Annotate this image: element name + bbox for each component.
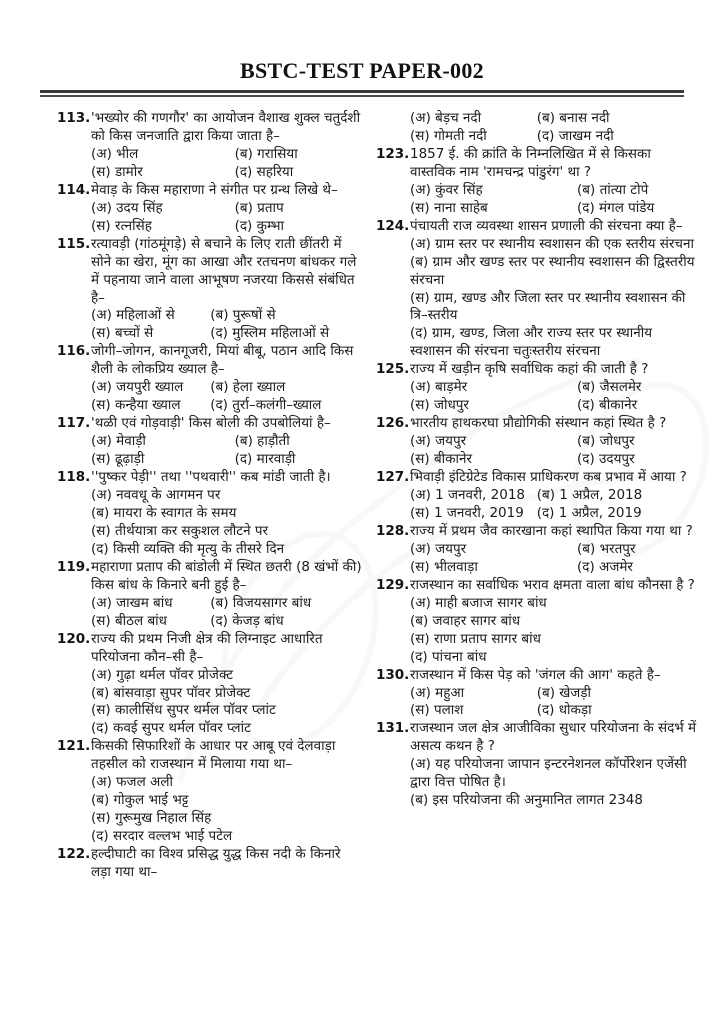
option: (स) 1 जनवरी, 2019 [410, 504, 524, 521]
option: (ब) खेजड़ी [536, 684, 592, 701]
option: (ब) इस परियोजना की अनुमानित लागत 2348 [410, 792, 643, 809]
option: (ब) तांत्या टोपे [577, 181, 649, 198]
question-number: 115. [57, 235, 91, 252]
option: (द) कवई सुपर थर्मल पॉवर प्लांट [91, 720, 251, 737]
options [410, 487, 698, 523]
option: (अ) महुआ [410, 684, 465, 701]
option: (स) गोमती नदी [410, 127, 487, 144]
question-number: 130. [376, 666, 410, 683]
option: (स) तीर्थयात्रा कर सकुशल लौटने पर [91, 522, 269, 539]
question [376, 146, 698, 218]
question-text: किसकी सिफारिशों के आधार पर आबू एवं देलवाड़ा तहसील को राजस्थान में मिलाया गया था– [91, 738, 336, 773]
question-text: 'भख्योर की गणगौर' का आयोजन वैशाख शुक्ल चतुर्दशी को किस जनजाति द्वारा किया जाता है– [91, 110, 361, 144]
question [57, 559, 362, 631]
question-number: 118. [57, 469, 91, 486]
options [410, 756, 698, 810]
question-number: 122. [57, 846, 91, 863]
question-body [91, 110, 362, 182]
question-number: 127. [376, 469, 410, 486]
option: (स) ग्राम, खण्ड और जिला स्तर पर स्थानीय स्वशासन की त्रि–स्तरीय [410, 289, 686, 324]
option: (अ) जयपुर [410, 433, 467, 450]
question-text: 'थळी एवं गोड़वाड़ी' किस बोली की उपबोलियां है– [91, 415, 331, 432]
question-number: 123. [376, 145, 410, 162]
option: (ब) पुरूषों से [210, 307, 276, 324]
question-body [410, 415, 698, 469]
question-body [91, 415, 362, 469]
question-body [410, 218, 698, 362]
question-body [91, 559, 362, 631]
option: (अ) ग्राम स्तर पर स्थानीय स्वशासन की एक स्तरीय संरचना [410, 235, 694, 252]
option: (ब) बांसवाड़ा सुपर पॉवर प्रोजेक्ट [91, 684, 251, 701]
option: (द) केजड़ बांध [210, 612, 284, 629]
option: (स) नाना साहेब [410, 199, 488, 216]
question [57, 110, 362, 182]
option: (द) ग्राम, खण्ड, जिला और राज्य स्तर पर स्थानीय स्वशासन की संरचना चतुःस्तरीय संरचना [410, 325, 653, 360]
option: (स) भीलवाड़ा [410, 558, 478, 575]
question-text: ''पुष्कर पेड़ी'' तथा ''पथवारी'' कब मांडी जाती है। [91, 469, 331, 486]
option: (अ) जयपुर [410, 540, 467, 557]
option: (स) राणा प्रताप सागर बांध [410, 630, 541, 647]
question-number: 117. [57, 415, 91, 432]
question-number: 114. [57, 181, 91, 198]
question-body [410, 361, 698, 415]
option: (ब) विजयसागर बांध [210, 594, 312, 611]
option: (अ) फजल अली [91, 774, 173, 791]
option: (स) कालीसिंध सुपर थर्मल पॉवर प्लांट [91, 702, 276, 719]
option: (ब) 1 अप्रैल, 2018 [536, 487, 643, 504]
right-column [376, 110, 698, 882]
question [57, 631, 362, 739]
question-text: राजस्थान में किस पेड़ को 'जंगल की आग' कहते है– [410, 666, 661, 683]
question-text: राज्य में खड़ीन कृषि सर्वाधिक कहां की जाती है ? [410, 361, 649, 378]
question-body [91, 738, 362, 846]
option: (द) धोकड़ा [536, 702, 592, 719]
options [410, 236, 698, 362]
options [91, 667, 362, 739]
question-body [91, 343, 362, 415]
option: (अ) 1 जनवरी, 2018 [410, 487, 525, 504]
question-text: रत्यावड़ी (गांठमूंगड़े) से बचाने के लिए राती छींतरी में सोने का खेरा, मूंग का आखा और रतचनण बांधकर गले में पहनाया जाने वाला आभूषण नजरया किससे संबंधित है– [91, 235, 357, 306]
question [376, 523, 698, 577]
options [91, 200, 362, 236]
header-divider-rule [40, 90, 684, 97]
option: (द) पांचना बांध [410, 648, 487, 665]
option: (स) बीठल बांध [91, 612, 167, 629]
option: (स) बच्चों से [91, 325, 154, 342]
question-text: मेवाड़ के किस महाराणा ने संगीत पर ग्रन्थ लिखे थे– [91, 181, 338, 198]
option: (ब) प्रताप [234, 199, 284, 216]
option: (द) अजमेर [577, 558, 633, 575]
question-text: महाराणा प्रताप की बांडोली में स्थित छतरी (8 खंभों की) किस बांध के किनारे बनी हुई है– [91, 558, 362, 593]
option: (अ) जयपुरी ख्याल [91, 379, 184, 396]
option: (द) 1 अप्रैल, 2019 [536, 504, 642, 521]
option: (ब) जैसलमेर [577, 379, 642, 396]
option: (ब) हाड़ौती [234, 433, 290, 450]
question-number: 113. [57, 110, 91, 126]
options [410, 433, 698, 469]
option: (स) पलाश [410, 702, 464, 719]
question-text: राजस्थान जल क्षेत्र आजीविका सुधार परियोजना के संदर्भ में असत्य कथन है ? [410, 720, 697, 755]
options [410, 379, 698, 415]
option: (द) जाखम नदी [536, 127, 614, 144]
options [410, 685, 698, 721]
question [376, 577, 698, 667]
option: (अ) माही बजाज सागर बांध [410, 594, 547, 611]
question-number: 128. [376, 522, 410, 539]
option: (द) सरदार वल्लभ भाई पटेल [91, 828, 233, 845]
option: (ब) जोधपुर [577, 433, 635, 450]
question [57, 846, 362, 882]
question-number: 129. [376, 576, 410, 593]
option: (स) गुरूमुख निहाल सिंह [91, 810, 212, 827]
option: (स) रत्नसिंह [91, 217, 152, 234]
paper-title: BSTC-TEST PAPER-002 [240, 58, 484, 83]
option: (स) ढूढ़ाड़ी [91, 451, 145, 468]
option: (द) बीकानेर [577, 397, 638, 414]
option: (द) मुस्लिम महिलाओं से [210, 325, 330, 342]
option: (ब) ग्राम और खण्ड स्तर पर स्थानीय स्वशासन की द्विस्तरीय संरचना [410, 253, 695, 288]
question [376, 415, 698, 469]
option: (अ) उदय सिंह [91, 199, 163, 216]
question-text: पंचायती राज व्यवस्था शासन प्रणाली की संरचना क्या है– [410, 217, 683, 234]
question-body [410, 469, 698, 523]
option: (द) उदयपुर [577, 451, 635, 468]
question-body [410, 523, 698, 577]
option: (ब) भरतपुर [577, 540, 636, 557]
option: (द) मंगल पांडेय [577, 199, 655, 216]
question-number: 116. [57, 343, 91, 360]
question-body [410, 146, 698, 218]
question-body [91, 469, 362, 559]
option: (स) जोधपुर [410, 397, 469, 414]
question [376, 218, 698, 362]
option: (ब) बनास नदी [536, 110, 610, 126]
question-body [91, 182, 362, 236]
option: (अ) भील [91, 145, 139, 162]
question [57, 343, 362, 415]
question [376, 667, 698, 721]
option: (अ) जाखम बांध [91, 594, 173, 611]
question [57, 469, 362, 559]
carryover-indent [376, 110, 410, 146]
option: (ब) जवाहर सागर बांध [410, 612, 521, 629]
options [91, 774, 362, 846]
question-number: 120. [57, 630, 91, 647]
options [410, 182, 698, 218]
question-body [410, 577, 698, 667]
question-body [91, 236, 362, 344]
question-text: भिवाड़ी इंटिग्रेटेड विकास प्राधिकरण कब प्रभाव में आया ? [410, 469, 687, 486]
question-number: 124. [376, 217, 410, 234]
options [91, 595, 362, 631]
options [410, 541, 698, 577]
option: (अ) गुढ़ा थर्मल पॉवर प्रोजेक्ट [91, 666, 234, 683]
option: (द) सहरिया [234, 163, 294, 180]
question-number: 121. [57, 738, 91, 755]
question-body [91, 846, 362, 882]
options [91, 307, 362, 343]
option: (अ) यह परियोजना जापान इन्टरनेशनल कॉर्पोरेशन एजेंसी द्वारा वित्त पोषित है। [410, 756, 687, 791]
option: (स) डामोर [91, 163, 143, 180]
question [57, 182, 362, 236]
question-text: 1857 ई. की क्रांति के निम्नलिखित में से किसका वास्तविक नाम 'रामचन्द्र पांडुरंग' था ? [410, 145, 651, 180]
left-column [57, 110, 362, 882]
question-body [410, 667, 698, 721]
question-text: राज्य की प्रथम निजी क्षेत्र की लिग्नाइट आधारित परियोजना कौन–सी है– [91, 630, 323, 665]
question-text: राजस्थान का सर्वाधिक भराव क्षमता वाला बांध कौनसा है ? [410, 576, 695, 593]
question-body [91, 631, 362, 739]
question [376, 469, 698, 523]
options [91, 487, 362, 559]
question [57, 236, 362, 344]
question-number: 125. [376, 361, 410, 378]
options [410, 595, 698, 667]
options [91, 379, 362, 415]
question-text: राज्य में प्रथम जैव कारखाना कहां स्थापित किया गया था ? [410, 522, 693, 539]
option: (ब) गोकुल भाई भट्ट [91, 792, 189, 809]
question [376, 720, 698, 810]
option: (द) मारवाड़ी [234, 451, 296, 468]
question-text: जोगी–जोगन, कानगूजरी, मियां बीबू, पठान आदि किस शैली के लोकप्रिय ख्याल है– [91, 343, 354, 378]
options [91, 146, 362, 182]
option: (अ) बेड़च नदी [410, 110, 482, 126]
option: (ब) हेला ख्याल [210, 379, 286, 396]
options [410, 110, 698, 146]
question-number: 126. [376, 415, 410, 432]
question [57, 738, 362, 846]
option: (ब) मायरा के स्वागत के समय [91, 504, 237, 521]
option: (ब) गरासिया [234, 145, 298, 162]
carryover-options-block [376, 110, 698, 146]
option: (अ) मेवाड़ी [91, 433, 146, 450]
question-number: 131. [376, 720, 410, 737]
question-body [410, 720, 698, 810]
question-text: हल्दीघाटी का विश्व प्रसिद्ध युद्ध किस नदी के किनारे लड़ा गया था– [91, 846, 341, 881]
option: (स) बीकानेर [410, 451, 473, 468]
questions-area [57, 110, 698, 882]
option: (द) कुम्भा [234, 217, 285, 234]
option: (अ) नववधू के आगमन पर [91, 487, 221, 504]
option: (द) तुर्रा–कलंगी–ख्याल [210, 397, 322, 414]
option: (अ) बाड़मेर [410, 379, 468, 396]
option: (द) किसी व्यक्ति की मृत्यु के तीसरे दिन [91, 540, 285, 557]
option: (अ) कुंवर सिंह [410, 181, 483, 198]
question [376, 361, 698, 415]
question-text: भारतीय हाथकरघा प्रौद्योगिकी संस्थान कहां स्थित है ? [410, 415, 667, 432]
question-number: 119. [57, 558, 91, 575]
options [91, 433, 362, 469]
option: (अ) महिलाओं से [91, 307, 175, 324]
question [57, 415, 362, 469]
option: (स) कन्हैया ख्याल [91, 397, 181, 414]
